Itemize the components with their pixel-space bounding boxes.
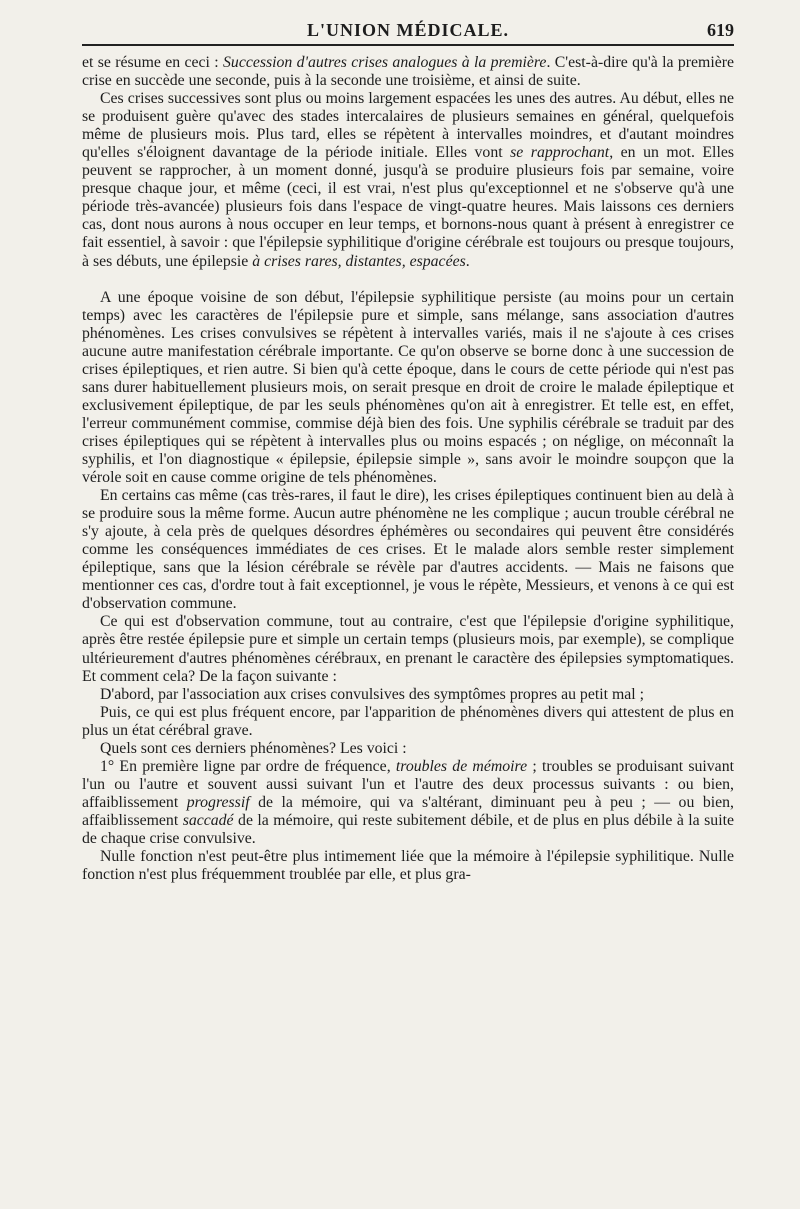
text-run: Ces crises successives sont plus ou moins largement espacées les unes des autres. Au début, elles ne se produisent guère qu'avec des stades intercalaires de plusieurs semaines en général, quelquefois même de plusieurs mois. Plus tard, elles se répètent à intervalles moindres, et d'autant moindres qu'elles s'éloignent davantage de la période initiale. Elles vont — [82, 90, 734, 162]
text-run: de la mémoire, qui va s'altérant, diminuant peu à peu ; — ou bien, affaiblissement — [82, 793, 734, 829]
text-run: A une époque voisine de son début, l'épilepsie syphilitique persiste (au moins pour un certain temps) avec les caractères de l'épilepsie pure et simple, sans mélange, sans association d'autres phénomènes. Les crises convulsives se répètent à intervalles variés, mais il ne s'ajoute à ces crises aucune autre manifestation cérébrale importante. Ce qu'on observe se borne donc à une succession de crises épileptiques, et rien autre. Si bien qu'à cette époque, dans le cours de cette période qui n'est pas sans durer habituellement plusieurs mois, on serait presque en droit de croire le malade épileptique et exclusivement épileptique, de par les seuls phénomènes qu'on ait à enregistrer. Et telle est, en effet, l'erreur communément commise, commise déjà bien des fois. Une syphilis cérébrale se traduit par des crises épileptiques qui se répètent à intervalles plus ou moins espacés ; on néglige, on méconnaît la syphilis, et l'on diagnostique « épilepsie, épilepsie simple », sans avoir le moindre soupçon que la vérole soit en cause comme origine de tels phénomènes. — [82, 288, 734, 487]
text-run: Puis, ce qui est plus fréquent encore, par l'apparition de phénomènes divers qui attestent de plus en plus un état cérébral grave. — [82, 703, 734, 739]
paragraph — [82, 90, 734, 270]
text-run: de la mémoire, qui reste subitement débile, et de plus en plus débile à la suite de chaque crise convulsive. — [82, 811, 734, 847]
italic-text: progressif — [186, 793, 250, 811]
italic-text: Succession d'autres crises analogues à la première — [223, 54, 547, 71]
paragraph — [82, 704, 734, 740]
text-run: 1° En première ligne par ordre de fréquence, — [100, 757, 396, 775]
running-title: L'UNION MÉDICALE. — [306, 20, 510, 40]
text-run: , en un mot. Elles peuvent se rapprocher, à un moment donné, jusqu'à se produire plusieurs fois par semaine, voire presque chaque jour, et même (ceci, il est vrai, n'est plus qu'exceptionnel et ne s'observe qu'à une période très-avancée) plusieurs fois dans l'espace de vingt-quatre heures. Mais laissons ces derniers cas, dont nous aurons à nous occuper en leur temps, et bornons-nous quant à présent à enregistrer ce fait essentiel, à savoir : que l'épilepsie syphilitique d'origine cérébrale est toujours ou presque toujours, à ses débuts, une épilepsie — [82, 144, 734, 270]
text-run: ; troubles se produisant suivant l'un ou l'autre et souvent aussi suivant l'un et l'autre des deux processus suivants : ou bien, affaiblissement — [82, 757, 734, 811]
text-run: Quels sont ces derniers phénomènes? Les voici : — [100, 739, 407, 757]
page-header — [82, 14, 734, 46]
body-text — [82, 54, 734, 884]
text-run: . — [465, 252, 470, 270]
text-run: En certains cas même (cas très-rares, il faut le dire), les crises épileptiques continuent bien au delà à se produire sous la même forme. Aucun autre phénomène ne les complique ; aucun trouble cérébral ne s'y ajoute, à cela près de quelques désordres éphémères ou secondaires qui peuvent être considérés comme les conséquences immédiates de ces crises. Et le malade alors semble rester simplement épileptique, sans que la lésion cérébrale se révèle par d'autres accidents. — Mais ne faisons que mentionner ces cas, d'ordre tout à fait exceptionnel, je vous le répète, Messieurs, et venons à ce qui est d'observation commune. — [82, 487, 734, 613]
paragraph — [82, 289, 734, 488]
text-run: Ce qui est d'observation commune, tout au contraire, c'est que l'épilepsie d'origine syphilitique, après être restée épilepsie pure et simple un certain temps (plusieurs mois, par exemple), se complique ultérieurement d'autres phénomènes cérébraux, en prenant le caractère des épilepsies symptomatiques. Et comment cela? De la façon suivante : — [82, 613, 734, 685]
text-run: . C'est-à-dire qu'à la première crise en succède une seconde, puis à la seconde une troisième, et ainsi de suite. — [82, 54, 735, 90]
italic-text: se rapprochant — [510, 144, 610, 162]
paragraph — [82, 740, 734, 758]
italic-text: à crises rares, distantes, espacées — [252, 252, 466, 270]
paragraph — [82, 54, 734, 90]
italic-text: saccadé — [182, 811, 234, 829]
paragraph — [82, 613, 734, 685]
paragraph — [82, 487, 734, 613]
text-run: Nulle fonction n'est peut-être plus intimement liée que la mémoire à l'épilepsie syphilitique. Nulle fonction n'est plus fréquemment troublée par elle, et plus gra- — [82, 848, 734, 884]
text-run: D'abord, par l'association aux crises convulsives des symptômes propres au petit mal ; — [100, 685, 644, 703]
page-number: 619 — [707, 20, 734, 40]
italic-text: troubles de mémoire — [395, 757, 528, 775]
paragraph — [82, 686, 734, 704]
text-run: et se résume en ceci : — [82, 54, 224, 71]
paragraph — [82, 848, 734, 884]
paragraph — [82, 758, 734, 848]
